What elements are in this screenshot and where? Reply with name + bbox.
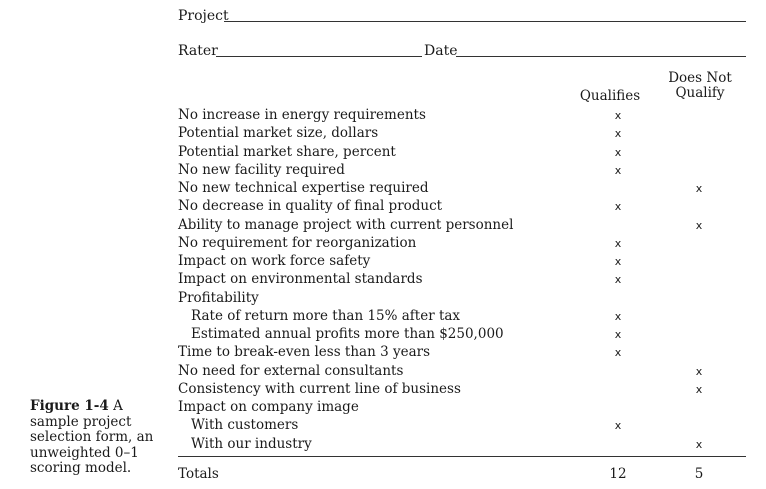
caption-line-1 xyxy=(30,399,155,415)
caption-line-2: sample project xyxy=(30,413,132,430)
criteria-row xyxy=(178,179,738,197)
qualifies-mark: x xyxy=(614,200,622,214)
criteria-row xyxy=(178,270,738,288)
rater-underline xyxy=(216,56,422,57)
qualifies-mark: x xyxy=(614,236,622,250)
caption-line-4: unweighted 0–1 xyxy=(30,444,139,461)
criterion-label: Time to break-even less than 3 years xyxy=(178,344,431,361)
criterion-group-label: Impact on company image xyxy=(178,399,359,415)
criteria-row xyxy=(178,234,738,252)
criterion-label: No need for external consultants xyxy=(178,362,404,379)
does-not-qualify-mark: x xyxy=(695,218,703,232)
criterion-label: Potential market size, dollars xyxy=(178,125,379,142)
caption-line-5: scoring model. xyxy=(30,460,132,476)
qualifies-mark: x xyxy=(614,273,622,287)
criteria-row xyxy=(178,143,738,161)
totals-does-not-qualify: 5 xyxy=(694,466,704,482)
criterion-label: Impact on environmental standards xyxy=(178,271,423,288)
qualifies-mark: x xyxy=(614,309,622,323)
does-not-qualify-mark: x xyxy=(695,182,703,195)
project-underline xyxy=(224,21,746,22)
qualifies-mark: x xyxy=(614,255,622,268)
criterion-label: No requirement for reorganization xyxy=(178,234,417,251)
criterion-label: No decrease in quality of final product xyxy=(178,198,443,215)
does-not-qualify-mark: x xyxy=(695,437,703,451)
criteria-subrow xyxy=(178,325,738,343)
criterion-label: With customers xyxy=(191,417,299,434)
qualifies-mark: x xyxy=(614,109,622,122)
rater-label: Rater xyxy=(178,43,218,59)
criteria-row xyxy=(178,106,738,124)
criteria-group-row xyxy=(178,289,738,307)
column-header-does-not-line2: Qualify xyxy=(675,85,725,101)
qualifies-mark: x xyxy=(614,163,622,177)
column-header-does-not-line1: Does Not xyxy=(668,70,732,86)
criterion-label: Consistency with current line of business xyxy=(178,380,461,397)
qualifies-mark: x xyxy=(614,346,622,360)
criterion-group-label: Profitability xyxy=(178,289,259,306)
figure-number: Figure 1-4 xyxy=(30,398,109,414)
criteria-subrow xyxy=(178,435,738,453)
criteria-row xyxy=(178,380,738,398)
criteria-group-row xyxy=(178,398,738,416)
criteria-row xyxy=(178,124,738,142)
caption-text-start: A xyxy=(113,398,123,414)
criterion-label: With our industry xyxy=(191,435,312,452)
figure-caption xyxy=(30,399,155,477)
criteria-row xyxy=(178,161,738,179)
column-header-does-not-qualify xyxy=(660,71,740,101)
project-label: Project xyxy=(178,8,229,24)
criterion-label: No increase in energy requirements xyxy=(178,107,426,123)
criterion-label: Estimated annual profits more than $250,000 xyxy=(191,326,504,342)
totals-row xyxy=(178,466,738,484)
criteria-row xyxy=(178,216,738,234)
criteria-list xyxy=(178,106,738,453)
column-header-qualifies: Qualifies xyxy=(579,88,641,104)
criteria-row xyxy=(178,252,738,270)
does-not-qualify-mark: x xyxy=(695,382,703,396)
criteria-row xyxy=(178,343,738,361)
criterion-label: No new facility required xyxy=(178,161,345,178)
criteria-row xyxy=(178,362,738,380)
criterion-label: No new technical expertise required xyxy=(178,180,429,196)
caption-line-3: selection form, an xyxy=(30,429,154,445)
criteria-subrow xyxy=(178,307,738,325)
criteria-subrow xyxy=(178,416,738,434)
totals-qualifies: 12 xyxy=(609,466,627,482)
qualifies-mark: x xyxy=(614,419,622,433)
qualifies-mark: x xyxy=(614,145,622,159)
date-underline xyxy=(456,56,746,57)
qualifies-mark: x xyxy=(614,127,622,141)
criterion-label: Rate of return more than 15% after tax xyxy=(191,307,461,324)
totals-label: Totals xyxy=(178,466,219,482)
does-not-qualify-mark: x xyxy=(695,364,703,378)
criterion-label: Potential market share, percent xyxy=(178,143,396,160)
criterion-label: Impact on work force safety xyxy=(178,253,371,269)
criterion-label: Ability to manage project with current personnel xyxy=(178,216,514,233)
criteria-row xyxy=(178,197,738,215)
qualifies-mark: x xyxy=(614,328,622,341)
totals-divider xyxy=(178,456,746,457)
date-label: Date xyxy=(424,43,458,59)
